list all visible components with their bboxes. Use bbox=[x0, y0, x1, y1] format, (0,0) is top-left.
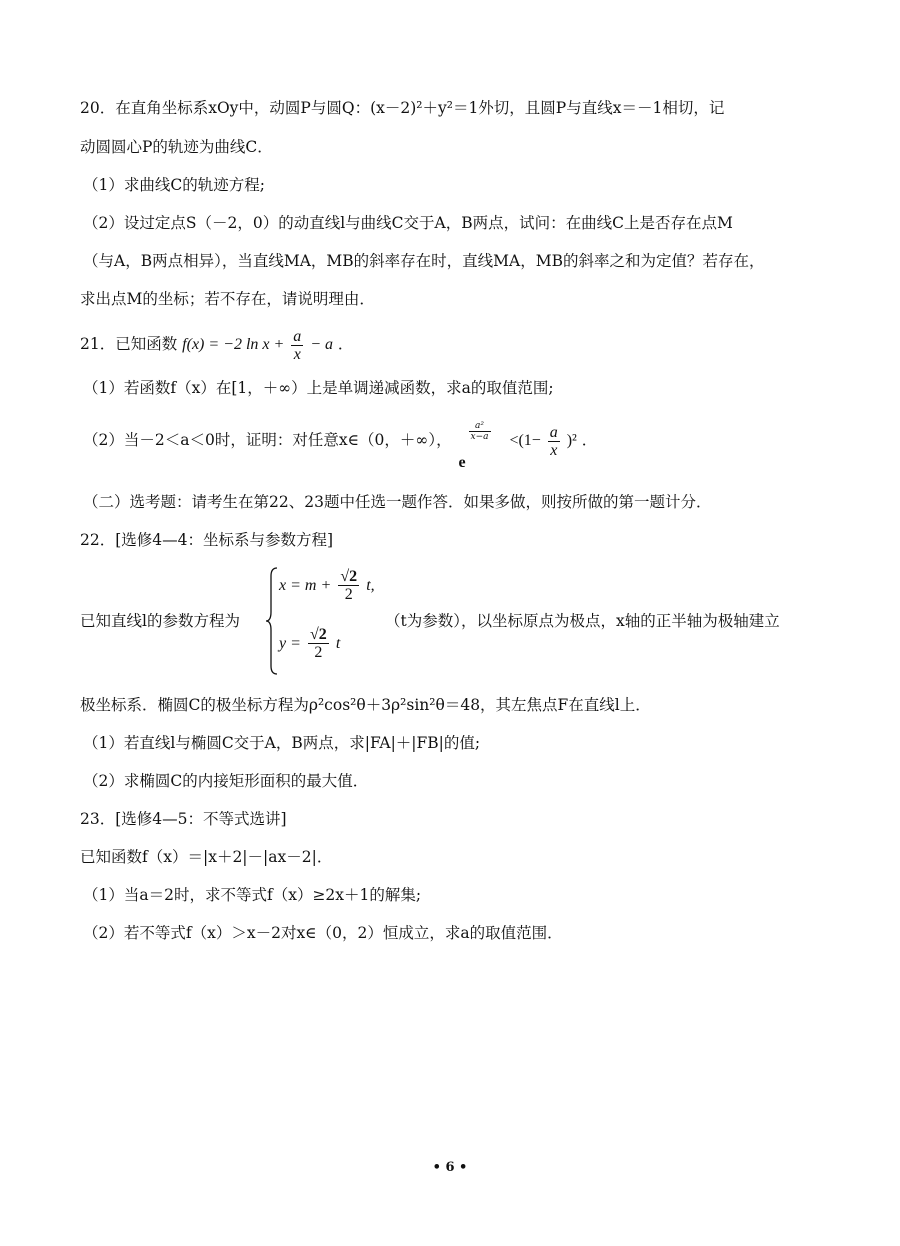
q22-intro: 已知直线l的参数方程为 bbox=[80, 612, 240, 630]
q23-title: 23．[选修4—5：不等式选讲] bbox=[80, 810, 287, 828]
q21-ineq-mid: <(1− bbox=[509, 432, 541, 449]
q22-param-note: （t为参数），以坐标原点为极点，x轴的正半轴为极轴建立 bbox=[385, 612, 780, 630]
q22-eq1-fraction bbox=[338, 568, 359, 603]
q20-part2-line1: （2）设过定点S（－2，0）的动直线l与曲线C交于A，B两点，试问：在曲线C上是否存在点M bbox=[83, 214, 733, 232]
q22-eq2-num: √2 bbox=[310, 626, 327, 643]
q22-part2: （2）求椭圆C的内接矩形面积的最大值． bbox=[83, 772, 369, 790]
q22-eq1-den: 2 bbox=[344, 586, 353, 603]
q22-eq2-fraction bbox=[308, 626, 329, 661]
q21-func-tail: − a bbox=[310, 336, 333, 353]
q22-part1: （1）若直线l与椭圆C交于A，B两点，求|FA|＋|FB|的值; bbox=[83, 734, 481, 752]
q22-polar: 极坐标系．椭圆C的极坐标方程为ρ²cos²θ＋3ρ²sin²θ＝48，其左焦点F在直线l上． bbox=[80, 696, 651, 714]
q22-eq1 bbox=[279, 568, 375, 603]
q20-part1: （1）求曲线C的轨迹方程; bbox=[83, 176, 265, 194]
q21-ineq-num: a bbox=[549, 423, 558, 441]
q22-eq1-num: √2 bbox=[340, 568, 358, 585]
q20-line2: 动圆圆心P的轨迹为曲线C． bbox=[80, 138, 273, 156]
q22-parametric-system bbox=[265, 566, 383, 676]
q21-func-lhs: f(x) = −2 ln x + bbox=[182, 336, 285, 353]
q23-function: 已知函数f（x）＝|x＋2|－|ax－2|． bbox=[80, 848, 333, 866]
q22-eq2 bbox=[279, 626, 340, 661]
q21-fraction bbox=[291, 328, 303, 363]
q22-eq2-lhs: y = bbox=[279, 635, 301, 652]
q21-part2-text: （2）当－2＜a＜0时，证明：对任意x∈（0，＋∞）， bbox=[83, 431, 452, 449]
q21-frac-den: x bbox=[293, 345, 301, 363]
q21-ineq-den: x bbox=[550, 441, 558, 459]
q21-exp-num: a² bbox=[469, 421, 491, 432]
q20-line1: 20．在直角坐标系xOy中，动圆P与圆Q：(x－2)²＋y²＝1外切，且圆P与直线x＝－1相切，记 bbox=[80, 99, 725, 117]
q20-part2-line2: （与A，B两点相异），当直线MA，MB的斜率存在时，直线MA，MB的斜率之和为定值？若存在， bbox=[83, 252, 765, 270]
q21-intro: 21．已知函数 bbox=[80, 335, 178, 353]
q21-exp-base: e bbox=[458, 454, 466, 471]
q22-title: 22．[选修4—4：坐标系与参数方程] bbox=[80, 531, 334, 549]
q22-eq2-tail: t bbox=[335, 635, 341, 652]
elective-note: （二）选考题：请考生在第22、23题中任选一题作答．如果多做，则按所做的第一题计分． bbox=[83, 493, 712, 511]
q21-exp-fraction bbox=[469, 421, 491, 442]
q21-end: ． bbox=[337, 335, 354, 353]
page-number: • 6 • bbox=[432, 1160, 468, 1175]
q23-part2: （2）若不等式f（x）＞x－2对x∈（0，2）恒成立，求a的取值范围． bbox=[83, 924, 563, 942]
q21-exp-den: x−a bbox=[470, 432, 489, 442]
q21-ineq-end: ． bbox=[581, 431, 598, 449]
q21-frac-num: a bbox=[293, 327, 302, 345]
left-brace-icon bbox=[265, 566, 279, 676]
q23-part1: （1）当a＝2时，求不等式f（x）≥2x＋1的解集; bbox=[83, 886, 422, 904]
q21-part1: （1）若函数f（x）在[1，＋∞）上是单调递减函数，求a的取值范围; bbox=[83, 379, 554, 397]
q22-eq2-den: 2 bbox=[314, 644, 323, 661]
q21-exponential bbox=[457, 421, 505, 471]
q21-part2-line bbox=[83, 418, 598, 471]
q21-ineq-tail: )² bbox=[566, 432, 577, 449]
q20-part2-line3: 求出点M的坐标；若不存在，请说明理由． bbox=[80, 290, 375, 308]
q21-ineq-fraction bbox=[548, 424, 560, 459]
q22-eq1-tail: t, bbox=[366, 577, 375, 594]
q21-function-line bbox=[80, 326, 353, 363]
q22-eq1-lhs: x = m + bbox=[279, 577, 332, 594]
